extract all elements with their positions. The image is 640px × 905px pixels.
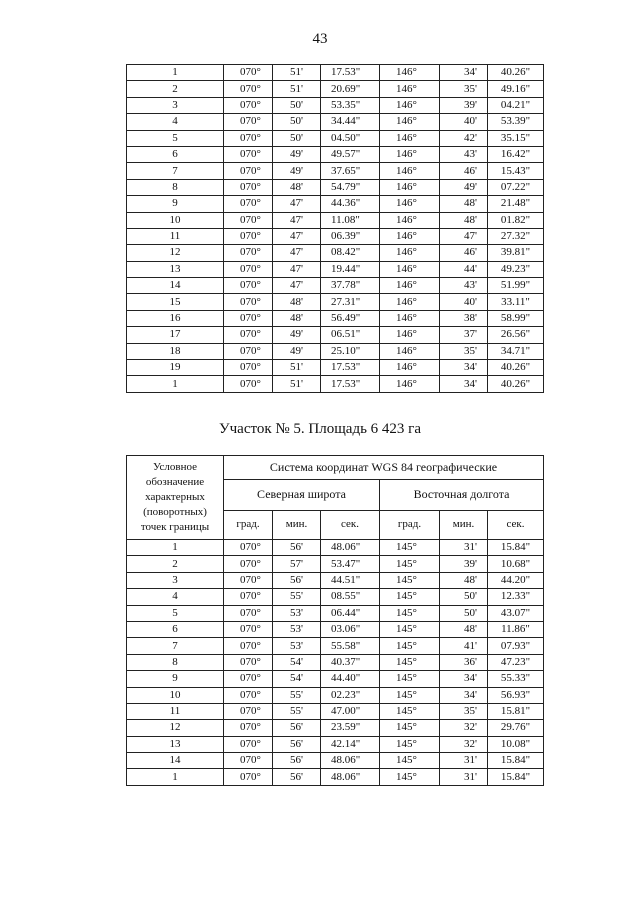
lat-deg-cell: 070° xyxy=(224,753,273,769)
lat-min-cell: 56' xyxy=(273,572,321,588)
lat-sec-cell: 53.35" xyxy=(321,97,380,113)
lat-sec-cell: 47.00" xyxy=(321,703,380,719)
longitude-header: Восточная долгота xyxy=(380,479,544,510)
point-number-cell: 13 xyxy=(127,736,224,752)
lon-deg-cell: 146° xyxy=(380,245,440,261)
lat-deg-cell: 070° xyxy=(224,343,273,359)
lon-min-cell: 34' xyxy=(440,376,488,392)
lon-deg-cell: 146° xyxy=(380,261,440,277)
lon-sec-cell: 40.26" xyxy=(488,376,544,392)
lat-deg-cell: 070° xyxy=(224,196,273,212)
lon-deg-cell: 145° xyxy=(380,687,440,703)
lat-deg-header: град. xyxy=(224,510,273,539)
lon-sec-cell: 53.39" xyxy=(488,114,544,130)
lat-deg-cell: 070° xyxy=(224,146,273,162)
lon-deg-cell: 145° xyxy=(380,621,440,637)
section-heading: Участок № 5. Площадь 6 423 га xyxy=(219,421,421,437)
lon-min-cell: 43' xyxy=(440,278,488,294)
point-label-header: Условное обозначение характерных (поворотных) точек границы xyxy=(127,456,224,540)
lon-deg-cell: 146° xyxy=(380,65,440,81)
lon-min-cell: 40' xyxy=(440,114,488,130)
lat-min-cell: 51' xyxy=(273,376,321,392)
lon-deg-header: град. xyxy=(380,510,440,539)
lon-sec-cell: 56.93" xyxy=(488,687,544,703)
lat-min-cell: 56' xyxy=(273,769,321,785)
lon-sec-cell: 29.76" xyxy=(488,720,544,736)
lon-min-cell: 34' xyxy=(440,671,488,687)
lat-deg-cell: 070° xyxy=(224,278,273,294)
lat-sec-cell: 48.06" xyxy=(321,753,380,769)
table-row xyxy=(127,703,544,719)
point-number-cell: 3 xyxy=(127,97,224,113)
table-row xyxy=(127,621,544,637)
lat-sec-cell: 56.49" xyxy=(321,310,380,326)
lon-sec-cell: 15.84" xyxy=(488,540,544,556)
point-number-cell: 6 xyxy=(127,621,224,637)
lat-deg-cell: 070° xyxy=(224,720,273,736)
lon-sec-header: сек. xyxy=(488,510,544,539)
table-row xyxy=(127,556,544,572)
lon-deg-cell: 145° xyxy=(380,654,440,670)
lat-min-cell: 49' xyxy=(273,327,321,343)
table-row xyxy=(127,81,544,97)
lat-min-cell: 50' xyxy=(273,97,321,113)
lat-sec-cell: 06.39" xyxy=(321,228,380,244)
table-row xyxy=(127,671,544,687)
lat-min-cell: 56' xyxy=(273,753,321,769)
lat-deg-cell: 070° xyxy=(224,327,273,343)
point-number-cell: 14 xyxy=(127,753,224,769)
lat-deg-cell: 070° xyxy=(224,638,273,654)
lon-sec-cell: 34.71" xyxy=(488,343,544,359)
lat-sec-cell: 42.14" xyxy=(321,736,380,752)
point-number-cell: 8 xyxy=(127,654,224,670)
point-number-cell: 5 xyxy=(127,605,224,621)
lon-sec-cell: 40.26" xyxy=(488,65,544,81)
lon-sec-cell: 58.99" xyxy=(488,310,544,326)
table-row xyxy=(127,212,544,228)
lat-min-cell: 53' xyxy=(273,605,321,621)
lat-min-cell: 56' xyxy=(273,736,321,752)
lon-min-cell: 39' xyxy=(440,556,488,572)
lat-deg-cell: 070° xyxy=(224,65,273,81)
table-row xyxy=(127,130,544,146)
lon-min-cell: 40' xyxy=(440,294,488,310)
table-row xyxy=(127,97,544,113)
lon-sec-cell: 15.84" xyxy=(488,769,544,785)
table-row xyxy=(127,753,544,769)
table-row xyxy=(127,654,544,670)
table-row xyxy=(127,245,544,261)
lon-deg-cell: 145° xyxy=(380,556,440,572)
point-number-cell: 7 xyxy=(127,163,224,179)
lon-min-cell: 38' xyxy=(440,310,488,326)
lat-min-cell: 49' xyxy=(273,163,321,179)
lat-deg-cell: 070° xyxy=(224,621,273,637)
lat-min-cell: 50' xyxy=(273,130,321,146)
lon-deg-cell: 146° xyxy=(380,196,440,212)
table-row xyxy=(127,720,544,736)
lat-deg-cell: 070° xyxy=(224,245,273,261)
lat-deg-cell: 070° xyxy=(224,671,273,687)
lat-min-cell: 54' xyxy=(273,654,321,670)
lon-deg-cell: 145° xyxy=(380,589,440,605)
point-number-cell: 11 xyxy=(127,228,224,244)
point-number-cell: 1 xyxy=(127,376,224,392)
lat-deg-cell: 070° xyxy=(224,212,273,228)
lon-min-cell: 39' xyxy=(440,97,488,113)
lat-sec-cell: 19.44" xyxy=(321,261,380,277)
lon-min-cell: 35' xyxy=(440,703,488,719)
lat-deg-cell: 070° xyxy=(224,81,273,97)
lat-sec-cell: 48.06" xyxy=(321,540,380,556)
lon-min-cell: 48' xyxy=(440,212,488,228)
point-number-cell: 15 xyxy=(127,294,224,310)
lon-sec-cell: 12.33" xyxy=(488,589,544,605)
point-number-cell: 4 xyxy=(127,114,224,130)
lat-deg-cell: 070° xyxy=(224,114,273,130)
point-number-cell: 12 xyxy=(127,720,224,736)
lon-min-cell: 35' xyxy=(440,81,488,97)
table-row xyxy=(127,376,544,392)
lon-sec-cell: 15.43" xyxy=(488,163,544,179)
lon-sec-cell: 51.99" xyxy=(488,278,544,294)
lat-deg-cell: 070° xyxy=(224,310,273,326)
lat-deg-cell: 070° xyxy=(224,572,273,588)
lon-deg-cell: 146° xyxy=(380,81,440,97)
lon-sec-cell: 33.11" xyxy=(488,294,544,310)
lon-sec-cell: 07.22" xyxy=(488,179,544,195)
lat-sec-cell: 25.10" xyxy=(321,343,380,359)
table-row xyxy=(127,540,544,556)
table-row xyxy=(127,278,544,294)
lat-deg-cell: 070° xyxy=(224,654,273,670)
lon-sec-cell: 55.33" xyxy=(488,671,544,687)
lon-sec-cell: 16.42" xyxy=(488,146,544,162)
lat-sec-cell: 48.06" xyxy=(321,769,380,785)
table-row xyxy=(127,310,544,326)
point-number-cell: 12 xyxy=(127,245,224,261)
lon-sec-cell: 10.08" xyxy=(488,736,544,752)
lon-min-cell: 50' xyxy=(440,589,488,605)
lat-sec-cell: 49.57" xyxy=(321,146,380,162)
lon-deg-cell: 145° xyxy=(380,753,440,769)
lat-min-cell: 55' xyxy=(273,589,321,605)
lat-deg-cell: 070° xyxy=(224,540,273,556)
point-number-cell: 8 xyxy=(127,179,224,195)
latitude-header: Северная широта xyxy=(224,479,380,510)
lon-deg-cell: 145° xyxy=(380,572,440,588)
lon-min-cell: 48' xyxy=(440,572,488,588)
point-number-cell: 1 xyxy=(127,540,224,556)
lon-deg-cell: 145° xyxy=(380,638,440,654)
lat-deg-cell: 070° xyxy=(224,376,273,392)
lat-sec-cell: 27.31" xyxy=(321,294,380,310)
lon-sec-cell: 21.48" xyxy=(488,196,544,212)
lat-min-cell: 47' xyxy=(273,212,321,228)
lat-min-cell: 55' xyxy=(273,703,321,719)
lon-min-cell: 50' xyxy=(440,605,488,621)
lat-sec-cell: 20.69" xyxy=(321,81,380,97)
lon-deg-cell: 146° xyxy=(380,343,440,359)
lat-sec-cell: 17.53" xyxy=(321,360,380,376)
lat-min-cell: 51' xyxy=(273,360,321,376)
lon-sec-cell: 35.15" xyxy=(488,130,544,146)
table-row xyxy=(127,769,544,785)
table-row xyxy=(127,228,544,244)
lon-sec-cell: 27.32" xyxy=(488,228,544,244)
lon-min-cell: 34' xyxy=(440,687,488,703)
lat-min-cell: 50' xyxy=(273,114,321,130)
point-number-cell: 10 xyxy=(127,212,224,228)
table-row xyxy=(127,327,544,343)
lon-deg-cell: 145° xyxy=(380,671,440,687)
lat-min-cell: 56' xyxy=(273,720,321,736)
lon-min-cell: 42' xyxy=(440,130,488,146)
lon-sec-cell: 39.81" xyxy=(488,245,544,261)
lon-sec-cell: 07.93" xyxy=(488,638,544,654)
lat-sec-cell: 44.51" xyxy=(321,572,380,588)
point-number-cell: 1 xyxy=(127,65,224,81)
lat-min-cell: 55' xyxy=(273,687,321,703)
lat-min-cell: 48' xyxy=(273,294,321,310)
lon-deg-cell: 146° xyxy=(380,310,440,326)
table-row xyxy=(127,360,544,376)
point-number-cell: 2 xyxy=(127,556,224,572)
lat-sec-cell: 02.23" xyxy=(321,687,380,703)
lon-min-cell: 43' xyxy=(440,146,488,162)
point-number-cell: 14 xyxy=(127,278,224,294)
lat-deg-cell: 070° xyxy=(224,163,273,179)
page-number: 43 xyxy=(312,31,328,47)
lon-min-cell: 46' xyxy=(440,245,488,261)
lon-sec-cell: 26.56" xyxy=(488,327,544,343)
lon-deg-cell: 146° xyxy=(380,114,440,130)
lon-min-cell: 32' xyxy=(440,736,488,752)
lon-deg-cell: 146° xyxy=(380,146,440,162)
point-number-cell: 17 xyxy=(127,327,224,343)
lon-min-cell: 35' xyxy=(440,343,488,359)
lon-deg-cell: 146° xyxy=(380,179,440,195)
lon-deg-cell: 146° xyxy=(380,130,440,146)
lat-min-cell: 53' xyxy=(273,638,321,654)
point-number-cell: 16 xyxy=(127,310,224,326)
lat-deg-cell: 070° xyxy=(224,360,273,376)
lon-sec-cell: 10.68" xyxy=(488,556,544,572)
lon-deg-cell: 146° xyxy=(380,294,440,310)
lon-min-cell: 31' xyxy=(440,769,488,785)
table-row xyxy=(127,294,544,310)
lon-sec-cell: 40.26" xyxy=(488,360,544,376)
lat-deg-cell: 070° xyxy=(224,687,273,703)
lon-min-cell: 48' xyxy=(440,621,488,637)
lon-min-cell: 41' xyxy=(440,638,488,654)
lat-sec-cell: 44.36" xyxy=(321,196,380,212)
lon-deg-cell: 146° xyxy=(380,212,440,228)
lat-sec-header: сек. xyxy=(321,510,380,539)
lon-deg-cell: 146° xyxy=(380,97,440,113)
lon-sec-cell: 49.23" xyxy=(488,261,544,277)
lon-sec-cell: 11.86" xyxy=(488,621,544,637)
lat-sec-cell: 37.78" xyxy=(321,278,380,294)
lat-min-cell: 47' xyxy=(273,228,321,244)
lat-sec-cell: 40.37" xyxy=(321,654,380,670)
point-number-cell: 11 xyxy=(127,703,224,719)
coordinate-system-header: Система координат WGS 84 географические xyxy=(224,456,544,480)
lat-deg-cell: 070° xyxy=(224,228,273,244)
lat-sec-cell: 55.58" xyxy=(321,638,380,654)
lat-min-cell: 47' xyxy=(273,261,321,277)
lon-deg-cell: 146° xyxy=(380,278,440,294)
point-number-cell: 7 xyxy=(127,638,224,654)
lat-deg-cell: 070° xyxy=(224,589,273,605)
lon-min-cell: 47' xyxy=(440,228,488,244)
lon-sec-cell: 15.84" xyxy=(488,753,544,769)
lat-min-cell: 48' xyxy=(273,310,321,326)
lat-sec-cell: 06.51" xyxy=(321,327,380,343)
point-number-cell: 3 xyxy=(127,572,224,588)
lon-deg-cell: 146° xyxy=(380,327,440,343)
table-row xyxy=(127,146,544,162)
table-row xyxy=(127,163,544,179)
point-number-cell: 5 xyxy=(127,130,224,146)
table-row xyxy=(127,572,544,588)
lon-min-cell: 48' xyxy=(440,196,488,212)
lon-sec-cell: 04.21" xyxy=(488,97,544,113)
lat-sec-cell: 04.50" xyxy=(321,130,380,146)
point-number-cell: 9 xyxy=(127,671,224,687)
lat-deg-cell: 070° xyxy=(224,130,273,146)
table-row xyxy=(127,638,544,654)
lon-deg-cell: 145° xyxy=(380,720,440,736)
lat-deg-cell: 070° xyxy=(224,179,273,195)
point-number-cell: 2 xyxy=(127,81,224,97)
coordinates-table-plot-5 xyxy=(126,455,544,786)
point-number-cell: 1 xyxy=(127,769,224,785)
table-row xyxy=(127,343,544,359)
lat-sec-cell: 17.53" xyxy=(321,376,380,392)
lat-sec-cell: 37.65" xyxy=(321,163,380,179)
lat-min-header: мин. xyxy=(273,510,321,539)
table-row xyxy=(127,687,544,703)
lon-deg-cell: 145° xyxy=(380,605,440,621)
lat-deg-cell: 070° xyxy=(224,605,273,621)
lon-deg-cell: 146° xyxy=(380,376,440,392)
table-row xyxy=(127,196,544,212)
point-number-cell: 4 xyxy=(127,589,224,605)
lon-sec-cell: 43.07" xyxy=(488,605,544,621)
lat-deg-cell: 070° xyxy=(224,294,273,310)
lat-sec-cell: 17.53" xyxy=(321,65,380,81)
coordinates-table-body xyxy=(127,65,544,393)
lat-deg-cell: 070° xyxy=(224,261,273,277)
lon-sec-cell: 49.16" xyxy=(488,81,544,97)
lat-min-cell: 47' xyxy=(273,245,321,261)
lat-sec-cell: 23.59" xyxy=(321,720,380,736)
coordinates-table-continued xyxy=(126,64,544,393)
lat-sec-cell: 03.06" xyxy=(321,621,380,637)
table-row xyxy=(127,589,544,605)
point-number-cell: 13 xyxy=(127,261,224,277)
lat-min-cell: 48' xyxy=(273,179,321,195)
lat-min-cell: 54' xyxy=(273,671,321,687)
point-number-cell: 19 xyxy=(127,360,224,376)
lat-deg-cell: 070° xyxy=(224,769,273,785)
lat-deg-cell: 070° xyxy=(224,703,273,719)
lon-deg-cell: 145° xyxy=(380,736,440,752)
lon-deg-cell: 146° xyxy=(380,163,440,179)
table-row xyxy=(127,65,544,81)
lon-min-cell: 44' xyxy=(440,261,488,277)
lon-min-cell: 32' xyxy=(440,720,488,736)
table-row xyxy=(127,179,544,195)
coordinates-table-body xyxy=(127,540,544,786)
lon-min-cell: 34' xyxy=(440,360,488,376)
lat-min-cell: 51' xyxy=(273,65,321,81)
point-number-cell: 9 xyxy=(127,196,224,212)
lon-min-cell: 37' xyxy=(440,327,488,343)
lat-sec-cell: 44.40" xyxy=(321,671,380,687)
lat-deg-cell: 070° xyxy=(224,736,273,752)
lat-min-cell: 56' xyxy=(273,540,321,556)
lon-sec-cell: 15.81" xyxy=(488,703,544,719)
lon-sec-cell: 44.20" xyxy=(488,572,544,588)
lat-sec-cell: 08.55" xyxy=(321,589,380,605)
lon-min-cell: 36' xyxy=(440,654,488,670)
lat-min-cell: 47' xyxy=(273,278,321,294)
lat-sec-cell: 11.08" xyxy=(321,212,380,228)
lat-sec-cell: 08.42" xyxy=(321,245,380,261)
lon-min-cell: 46' xyxy=(440,163,488,179)
point-number-cell: 6 xyxy=(127,146,224,162)
lon-deg-cell: 145° xyxy=(380,703,440,719)
lat-sec-cell: 06.44" xyxy=(321,605,380,621)
lat-sec-cell: 54.79" xyxy=(321,179,380,195)
lat-deg-cell: 070° xyxy=(224,97,273,113)
lon-deg-cell: 146° xyxy=(380,360,440,376)
lat-min-cell: 49' xyxy=(273,343,321,359)
lat-sec-cell: 34.44" xyxy=(321,114,380,130)
lon-min-cell: 49' xyxy=(440,179,488,195)
table-row xyxy=(127,605,544,621)
lat-deg-cell: 070° xyxy=(224,556,273,572)
lon-sec-cell: 01.82" xyxy=(488,212,544,228)
lon-deg-cell: 145° xyxy=(380,540,440,556)
lon-sec-cell: 47.23" xyxy=(488,654,544,670)
lat-min-cell: 47' xyxy=(273,196,321,212)
lon-deg-cell: 145° xyxy=(380,769,440,785)
lon-min-cell: 34' xyxy=(440,65,488,81)
table-row xyxy=(127,261,544,277)
point-number-cell: 18 xyxy=(127,343,224,359)
table-row xyxy=(127,736,544,752)
lon-min-header: мин. xyxy=(440,510,488,539)
point-number-cell: 10 xyxy=(127,687,224,703)
lon-min-cell: 31' xyxy=(440,753,488,769)
lat-min-cell: 53' xyxy=(273,621,321,637)
lat-sec-cell: 53.47" xyxy=(321,556,380,572)
table-row xyxy=(127,114,544,130)
lat-min-cell: 57' xyxy=(273,556,321,572)
lon-min-cell: 31' xyxy=(440,540,488,556)
lat-min-cell: 51' xyxy=(273,81,321,97)
lat-min-cell: 49' xyxy=(273,146,321,162)
lon-deg-cell: 146° xyxy=(380,228,440,244)
